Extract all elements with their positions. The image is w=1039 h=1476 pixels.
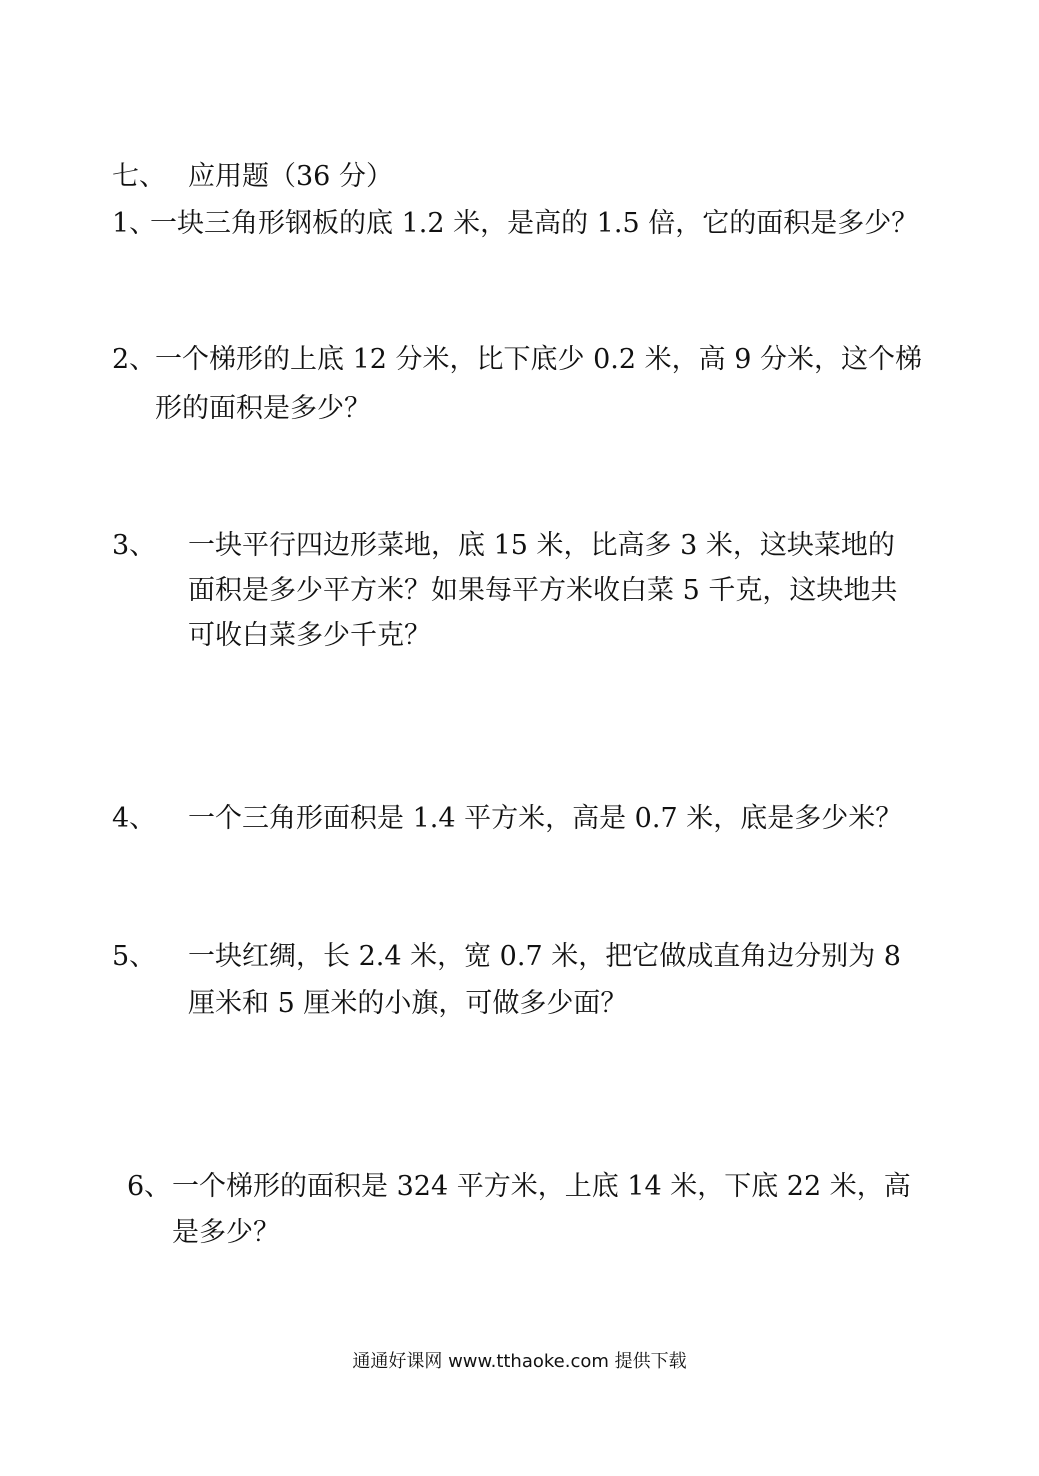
section-number: 七、 — [112, 161, 166, 192]
problem-line: 可收白菜多少千克？ — [188, 620, 431, 651]
problem-line: 厘米和 5 厘米的小旗，可做多少面？ — [188, 988, 628, 1019]
problem-line: 一块三角形钢板的底 1.2 米，是高的 1.5 倍，它的面积是多少？ — [150, 208, 919, 239]
problem-number: 4、 — [112, 803, 157, 834]
problem-line: 一个梯形的上底 12 分米，比下底少 0.2 米，高 9 分米，这个梯 — [155, 344, 922, 375]
problem-line: 一块红绸，长 2.4 米，宽 0.7 米，把它做成直角边分别为 8 — [188, 941, 901, 972]
problem-number: 3、 — [112, 530, 157, 561]
problem-number: 6、 — [127, 1171, 172, 1202]
problem-line: 形的面积是多少？ — [155, 393, 371, 424]
problem-line: 面积是多少平方米？如果每平方米收白菜 5 千克，这块地共 — [188, 575, 898, 606]
problem-number: 2、 — [112, 344, 157, 375]
footer-credit: 通通好课网 www.tthaoke.com 提供下载 — [352, 1351, 687, 1372]
problem-number: 5、 — [112, 941, 157, 972]
problem-line: 一块平行四边形菜地，底 15 米，比高多 3 米，这块菜地的 — [188, 530, 895, 561]
section-title: 应用题（36 分） — [188, 161, 393, 192]
problem-line: 一个梯形的面积是 324 平方米，上底 14 米，下底 22 米，高 — [172, 1171, 911, 1202]
problem-number: 1、 — [112, 208, 157, 239]
problem-line: 一个三角形面积是 1.4 平方米，高是 0.7 米，底是多少米？ — [188, 803, 903, 834]
problem-line: 是多少？ — [172, 1217, 280, 1248]
